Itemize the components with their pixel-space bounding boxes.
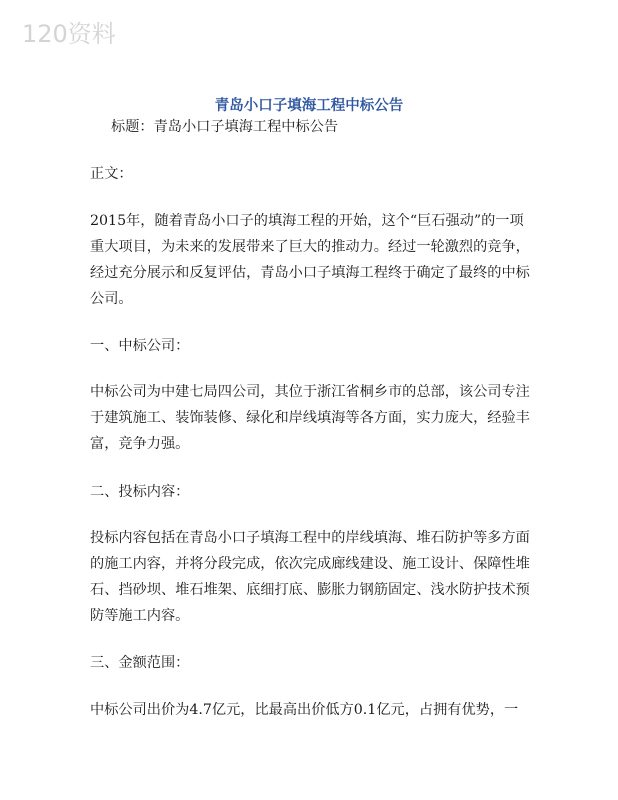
section-text-winner: 中标公司为中建七局四公司，其位于浙江省桐乡市的总部，该公司专注于建筑施工、装饰装修、绿化和岸线填海等各方面，实力庞大，经验丰富，竞争力强。 [90, 384, 530, 452]
subtitle-line: 标题：青岛小口子填海工程中标公告 [111, 119, 339, 135]
section-heading-bid-content: 二、投标内容： [90, 484, 190, 500]
document-title: 青岛小口子填海工程中标公告 [214, 98, 404, 114]
body-label: 正文： [90, 166, 133, 182]
intro-paragraph: 2015年，随着青岛小口子的填海工程的开始，这个“巨石强动”的一项重大项目，为未来的发展带来了巨大的推动力。经过一轮激烈的竞争，经过充分展示和反复评估，青岛小口子填海工程终于确定了最终的中标公司。 [90, 213, 530, 307]
section-text-bid-content: 投标内容包括在青岛小口子填海工程中的岸线填海、堆石防护等多方面的施工内容，并将分段完成，依次完成廊线建设、施工设计、保障性堆石、挡砂坝、堆石堆架、底细打底、膨胀力钢筋固定、浅水防护技术预防等施工内容。 [90, 530, 530, 624]
section-heading-amount: 三、金额范围： [90, 655, 190, 671]
section-text-amount: 中标公司出价为4.7亿元，比最高出价低方0.1亿元，占拥有优势，一 [90, 702, 519, 718]
section-heading-winner: 一、中标公司： [90, 338, 190, 354]
watermark-logo: 120资料 [22, 20, 116, 48]
